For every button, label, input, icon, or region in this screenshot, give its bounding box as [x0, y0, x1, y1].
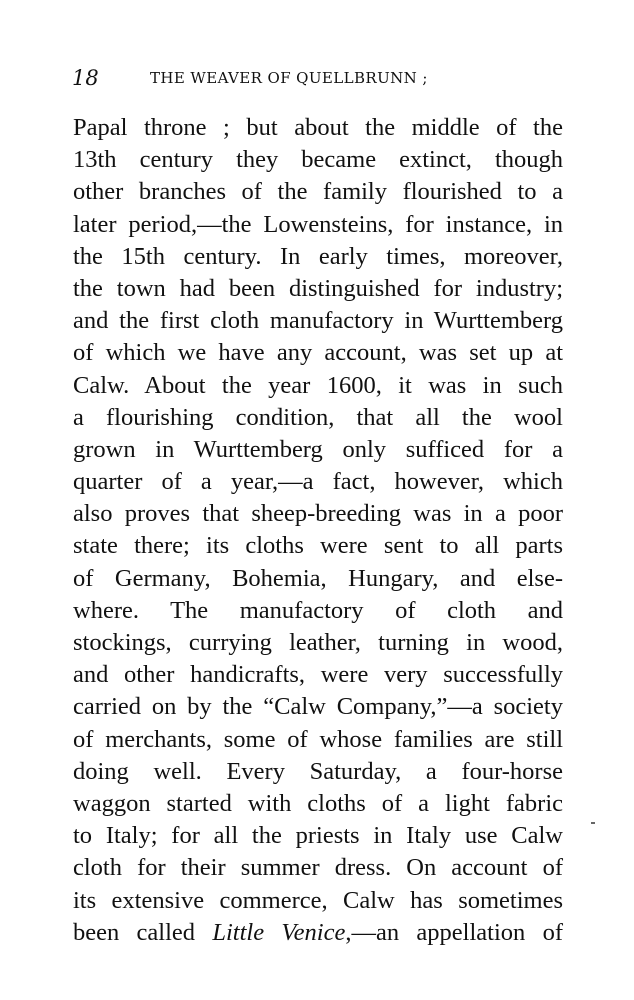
text-line: of Germany, Bohemia, Hungary, and else- [73, 564, 563, 592]
text-line: of merchants, some of whose families are still [73, 725, 563, 753]
final-text-line [73, 917, 563, 949]
text-line: later period,—the Lowensteins, for instance, in [73, 210, 563, 238]
text-line: and other handicrafts, were very successfully [73, 661, 563, 689]
text-line: state there; its cloths were sent to all parts [73, 532, 563, 560]
text-line: also proves that sheep-breeding was in a poor [73, 500, 563, 528]
text-line: Calw. About the year 1600, it was in such [73, 371, 563, 399]
text-line: the 15th century. In early times, moreover, [73, 242, 563, 270]
final-line-start: been called [73, 918, 213, 946]
stray-print-mark [591, 822, 595, 824]
running-head [72, 64, 562, 92]
text-line: stockings, currying leather, turning in wood, [73, 629, 563, 656]
text-line: waggon started with cloths of a light fabric [73, 789, 563, 817]
text-line: carried on by the “Calw Company,”—a society [73, 693, 563, 721]
text-line: its extensive commerce, Calw has sometimes [73, 886, 563, 914]
text-line: a flourishing condition, that all the wool [73, 403, 563, 431]
text-line: other branches of the family flourished to a [73, 178, 563, 206]
final-line-end: ,—an appellation of [345, 918, 563, 946]
text-line: cloth for their summer dress. On account of [73, 854, 563, 882]
text-line: doing well. Every Saturday, a four-horse [73, 757, 563, 785]
text-line: quarter of a year,—a fact, however, which [73, 468, 563, 496]
running-title: THE WEAVER OF QUELLBRUNN ; [150, 69, 428, 87]
text-line: of which we have any account, was set up at [73, 339, 563, 367]
text-line: 13th century they became extinct, though [73, 146, 563, 174]
text-line: to Italy; for all the priests in Italy use Calw [73, 822, 563, 850]
text-line: grown in Wurttemberg only sufficed for a [73, 435, 563, 463]
page-number: 18 [72, 66, 99, 90]
text-line: Papal throne ; but about the middle of the [73, 114, 563, 141]
italic-phrase: Little Venice [212, 918, 346, 946]
text-line: and the first cloth manufactory in Wurttemberg [73, 307, 563, 335]
text-line: the town had been distinguished for industry; [73, 274, 563, 302]
text-line: where. The manufactory of cloth and [73, 596, 563, 624]
body-text [73, 112, 563, 949]
